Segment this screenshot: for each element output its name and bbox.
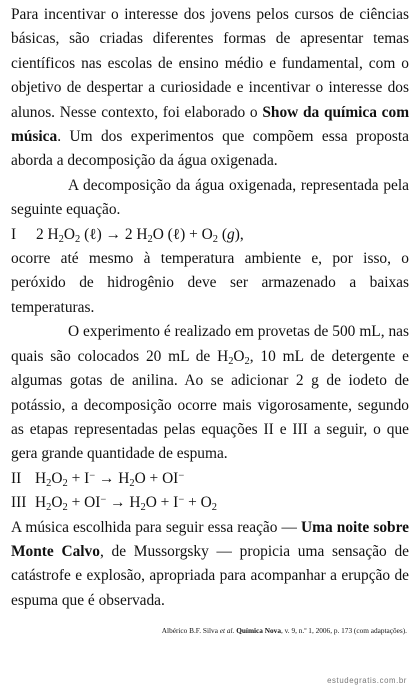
watermark: estudegratis.com.br [327, 676, 407, 685]
intro-text: Para incentivar o interesse dos jovens pelos cursos de ciências básicas, são criadas diferentes formas de apresentar temas científicos nas escolas de ensino médio e fundamental, com o objetivo de despertar a curiosidade e incentivar o interesse dos alunos. Nesse contexto, foi elaborado o [11, 6, 409, 121]
music-paragraph: A música escolhida para seguir essa reação — Uma noite sobre Monte Calvo, de Mussorgsky — propicia uma sensação de catástrofe e explosão, apropriada para acompanhar a erupção de espuma que é observada. [11, 518, 409, 609]
question-text [11, 3, 409, 613]
equation-label: I [11, 225, 17, 243]
source-citation: Albérico B.F. Silva et al. Química Nova, v. 9, n.º 1, 2006, p. 173 (com adaptações). [161, 626, 407, 635]
equation-label: III [11, 494, 27, 512]
intro-paragraph [11, 3, 409, 174]
music-title: Uma noite sobre Monte Calvo [11, 518, 409, 560]
decomposition-paragraph: A decomposição da água oxigenada, representada pela seguinte equação. [11, 176, 409, 219]
show-title: Show da química com música [11, 103, 410, 146]
equation-label: II [11, 469, 22, 487]
equation-i: I 2 $H_2O_2$ (ℓ) → 2 $H_2O$ (ℓ) + $O_2$ (g), [11, 223, 409, 247]
equation-ii: II $H_2O_2 + I^- \to H_2O + OI^-$ [11, 467, 409, 491]
experiment-paragraph: O experimento é realizado em provetas de 500 mL, nas quais são colocados 20 mL de $H_2O_2$, 10 mL de detergente e algumas gotas de anilina. Ao se adicionar 2 g de iodeto de potássio, a decomposição ocorre mais vigorosamente, segundo as etapas representadas pelas equações II e III a seguir, o que gera grande quantidade de espuma. [11, 323, 409, 463]
intro-text-end: . Um dos experimentos que compõem essa proposta aborda a decomposição da água oxigenada. [11, 128, 409, 170]
storage-paragraph: ocorre até mesmo à temperatura ambiente e, por isso, o peróxido de hidrogênio deve ser armazenado a baixas temperaturas. [11, 250, 409, 316]
equation-iii: III $H_2O_2 + OI^- \to H_2O + I^- + O_2$ [11, 491, 409, 515]
